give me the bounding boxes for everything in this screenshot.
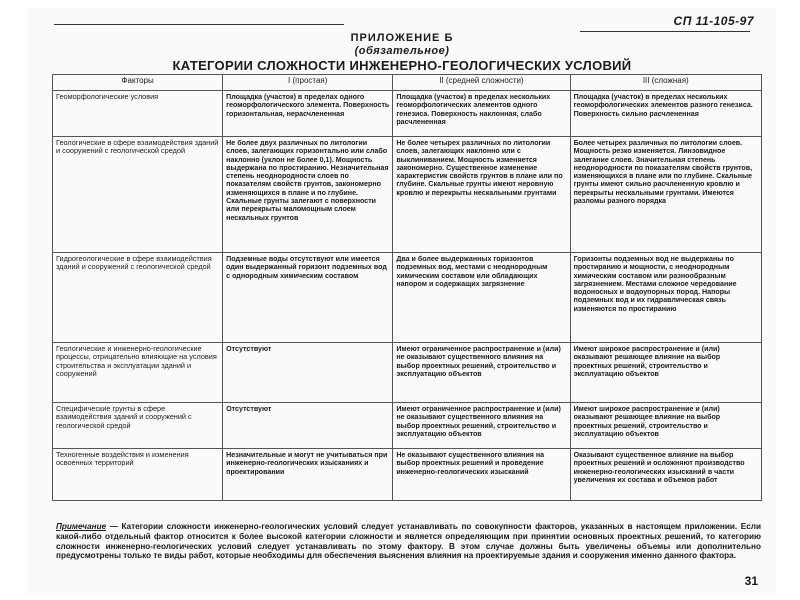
appendix-note: (обязательное) — [354, 45, 450, 57]
column-header-complex: III (сложная) — [570, 75, 761, 91]
factor-cell: Специфические грунты в сфере взаимодействия зданий и сооружений с геологической средой — [53, 403, 223, 449]
complex-cell: Имеют широкое распространение и (или) оказывают решающее влияние на выбор проектных решений, строительство и эксплуатацию объектов — [570, 343, 761, 403]
note-label: Примечание — [56, 522, 107, 531]
factor-cell: Геологические в сфере взаимодействия зданий и сооружений с геологической средой — [53, 137, 223, 253]
factor-cell: Техногенные воздействия и изменения освоенных территорий — [53, 449, 223, 501]
complexity-table — [52, 74, 762, 501]
simple-cell: Отсутствуют — [223, 343, 393, 403]
factor-cell: Геологические и инженерно-геологические процессы, отрицательно влияющие на условия строительства и эксплуатации зданий и сооружений — [53, 343, 223, 403]
column-header-factors: Факторы — [53, 75, 223, 91]
document-code: СП 11-105-97 — [673, 14, 754, 28]
header-rule — [54, 24, 344, 25]
complex-cell: Горизонты подземных вод не выдержаны по простиранию и мощности, с неоднородным химическим составом или разнообразным загрязнением. Местами сложное чередование водоносных и водоупорных пород. Напоры подземных вод и их гидравлическая связь изменяются по простиранию — [570, 253, 761, 343]
simple-cell: Незначительные и могут не учитываться при инженерно-геологических изысканиях и проектировании — [223, 449, 393, 501]
document-title: КАТЕГОРИИ СЛОЖНОСТИ ИНЖЕНЕРНО-ГЕОЛОГИЧЕСКИХ УСЛОВИЙ — [172, 58, 632, 73]
factor-cell: Геоморфологические условия — [53, 91, 223, 137]
appendix-title: ПРИЛОЖЕНИЕ Б — [350, 32, 454, 44]
simple-cell: Отсутствуют — [223, 403, 393, 449]
complex-cell: Оказывают существенное влияние на выбор проектных решений и осложняют производство инженерно-геологических изысканий в части увеличения их состава и объемов работ — [570, 449, 761, 501]
table-row — [53, 253, 762, 343]
medium-cell: Два и более выдержанных горизонтов подземных вод, местами с неоднородным химическим составом или обладающих напором и содержащих загрязнение — [393, 253, 570, 343]
simple-cell: Подземные воды отсутствуют или имеется один выдержанный горизонт подземных вод с однородным химическим составом — [223, 253, 393, 343]
table-header-row — [53, 75, 762, 91]
simple-cell: Не более двух различных по литологии слоев, залегающих горизонтально или слабо наклонно (уклон не более 0,1). Мощность выдержана по простиранию. Незначительная степень неоднородности слоев по показателям свойств грунтов, закономерно изменяющихся в плане и по глубине. Скальные грунты залегают с поверхности или перекрыты маломощным слоем нескальных грунтов — [223, 137, 393, 253]
medium-cell: Не оказывают существенного влияния на выбор проектных решений и проведение инженерно-геологических изысканий — [393, 449, 570, 501]
complex-cell: Более четырех различных по литологии слоев. Мощность резко изменяется. Линзовидное залегание слоев. Значительная степень неоднородности по показателям свойств грунтов, изменяющихся в плане или по глубине. Скальные грунты имеют сильно расчлененную кровлю и перекрыты нескальными грунтами. Имеются разломы разного порядка — [570, 137, 761, 253]
complex-cell: Площадка (участок) в пределах нескольких геоморфологических элементов разного генезиса. Поверхность сильно расчлененная — [570, 91, 761, 137]
table-row — [53, 137, 762, 253]
table-row — [53, 91, 762, 137]
medium-cell: Имеют ограниченное распространение и (или) не оказывают существенного влияния на выбор проектных решений, строительство и эксплуатацию объектов — [393, 403, 570, 449]
page-number: 31 — [744, 574, 758, 588]
document-page — [28, 8, 776, 594]
column-header-medium: II (средней сложности) — [393, 75, 570, 91]
complex-cell: Имеют широкое распространение и (или) оказывают решающее влияние на выбор проектных решений, строительство и эксплуатацию объектов — [570, 403, 761, 449]
medium-cell: Имеют ограниченное распространение и (или) не оказывают существенного влияния на выбор проектных решений, строительство и эксплуатацию объектов — [393, 343, 570, 403]
medium-cell: Не более четырех различных по литологии слоев, залегающих наклонно или с выклиниванием. Мощность изменяется закономерно. Существенное изменение характеристик свойств грунтов в плане или по глубине. Скальные грунты имеют неровную кровлю и перекрыты нескальными грунтами — [393, 137, 570, 253]
table-row — [53, 449, 762, 501]
note-text: — Категории сложности инженерно-геологических условий следует устанавливать по совокупности факторов, указанных в настоящем приложении. Если какой-либо отдельный фактор относится к более высокой категории сложности и является определяющим при принятии основных проектных решений, то категорию сложности инженерно-геологических условий следует устанавливать по этому фактору. В этом случае должны быть увеличены объемы или дополнительно предусмотрены только те виды работ, которые необходимы для обеспечения выяснения влияния на проектируемые здания и сооружения именно данного фактора. — [56, 522, 761, 561]
simple-cell: Площадка (участок) в пределах одного геоморфологического элемента. Поверхность горизонтальная, нерасчлененная — [223, 91, 393, 137]
column-header-simple: I (простая) — [223, 75, 393, 91]
factor-cell: Гидрогеологические в сфере взаимодействия зданий и сооружений с геологической средой — [53, 253, 223, 343]
table-note — [56, 522, 761, 561]
table-row — [53, 403, 762, 449]
table-row — [53, 343, 762, 403]
medium-cell: Площадка (участок) в пределах нескольких геоморфологических элементов одного генезиса. Поверхность наклонная, слабо расчлененная — [393, 91, 570, 137]
